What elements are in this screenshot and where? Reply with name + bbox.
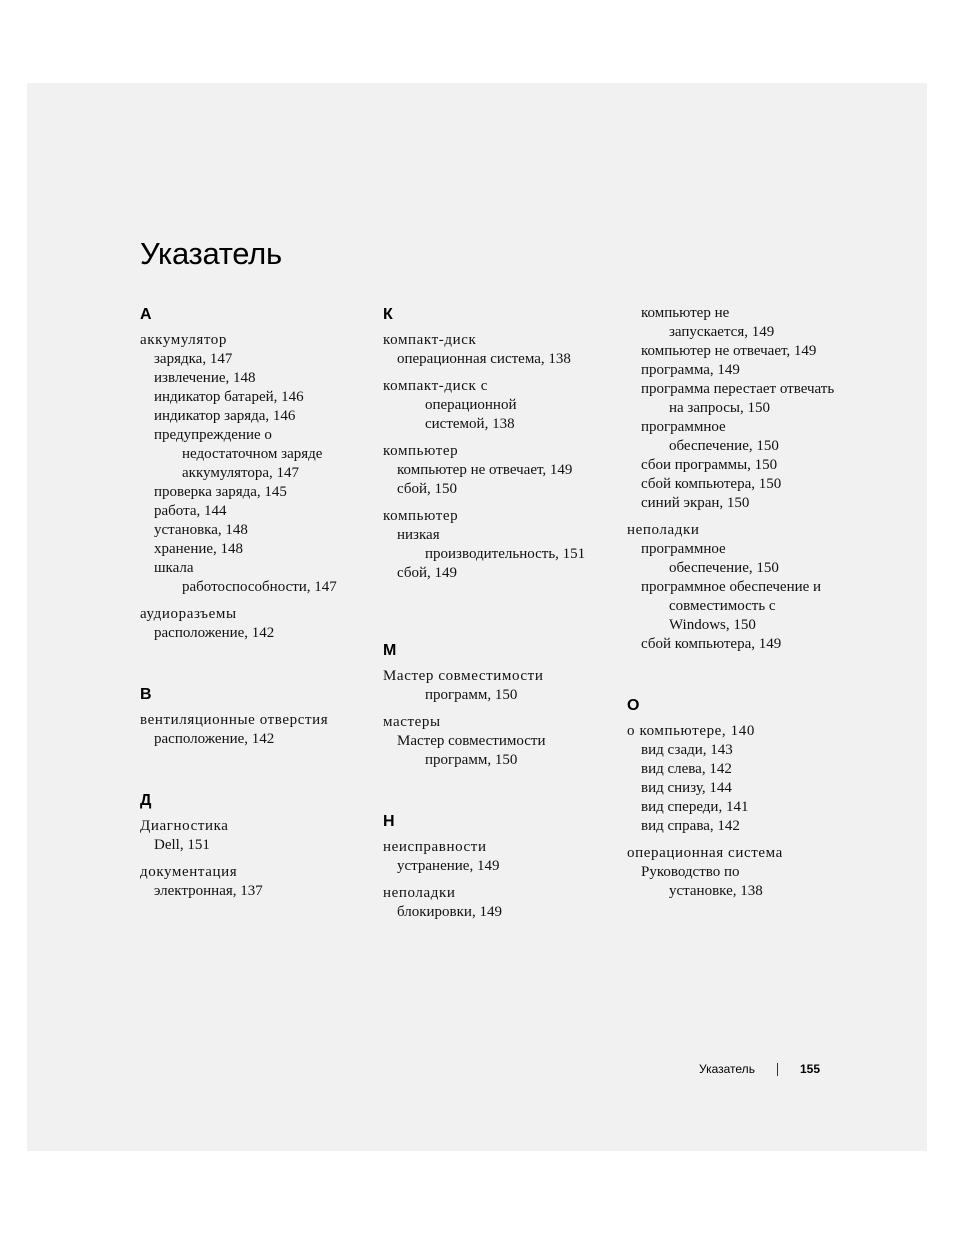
index-subterm: индикатор заряда, 146 [154,408,296,424]
index-term: документация [140,864,238,880]
index-entry [140,817,370,855]
index-entry [383,442,613,499]
index-subterm: обеспечение, 150 [669,438,779,454]
index-column-2 [383,305,613,930]
index-subterm: сбой, 150 [397,481,457,497]
index-entry [383,331,613,369]
index-subterm: программ, 150 [425,752,518,768]
index-subterm: расположение, 142 [154,625,275,641]
index-subterm: сбой компьютера, 150 [641,476,782,492]
index-entry [627,521,857,654]
index-entry [383,507,613,583]
index-subterm: Windows, 150 [669,617,756,633]
index-term: компакт-диск [383,332,477,348]
index-subterm: низкая [397,527,440,543]
index-subterm: индикатор батарей, 146 [154,389,304,405]
index-term: компакт-диск с [383,378,488,394]
index-term: о компьютере, 140 [627,723,755,739]
index-subterm: установка, 148 [154,522,248,538]
section-spacer [383,778,613,812]
index-entry [383,667,613,705]
index-subterm: извлечение, 148 [154,370,256,386]
index-subterm: вид справа, 142 [641,818,740,834]
index-subterm: работа, 144 [154,503,227,519]
index-letter-heading: А [140,306,152,323]
index-subterm: программное обеспечение и [641,579,822,595]
index-subterm: запускается, 149 [669,324,775,340]
footer-section-label: Указатель [699,1062,755,1076]
index-subterm: вид сзади, 143 [641,742,733,758]
index-subterm: операционной [425,397,517,413]
index-subterm: вид слева, 142 [641,761,732,777]
index-entry [140,711,370,749]
footer-separator [777,1063,778,1076]
index-subterm: сбои программы, 150 [641,457,778,473]
index-entry [383,884,613,922]
index-entry [140,331,370,597]
index-subterm: блокировки, 149 [397,904,502,920]
index-subterm: сбой компьютера, 149 [641,636,782,652]
index-entry [627,844,857,901]
section-spacer [627,662,857,696]
index-entry [383,713,613,770]
index-subterm: проверка заряда, 145 [154,484,287,500]
index-term: мастеры [383,714,441,730]
index-subterm: программное [641,541,726,557]
index-letter-heading: В [140,686,152,703]
index-subterm: хранение, 148 [154,541,244,557]
index-entry [627,722,857,836]
index-letter-heading: О [627,697,640,714]
index-term: неисправности [383,839,487,855]
index-subterm: вид спереди, 141 [641,799,749,815]
index-subterm: Руководство по [641,864,740,880]
index-subterm: компьютер не отвечает, 149 [397,462,573,478]
page-number: 155 [800,1062,821,1076]
index-subterm: обеспечение, 150 [669,560,779,576]
section-spacer [140,651,370,685]
index-term: компьютер [383,508,459,524]
index-letter-heading: Д [140,792,152,809]
index-subterm: работоспособности, 147 [182,579,337,595]
index-subterm: Мастер совместимости [397,733,546,749]
index-subterm: компьютер не [641,305,730,321]
index-subterm: программное [641,419,726,435]
index-subterm: на запросы, 150 [669,400,770,416]
index-term: Мастер совместимости [383,668,544,684]
index-letter-heading: М [383,642,397,659]
index-column-3 [627,304,857,909]
index-subterm: расположение, 142 [154,731,275,747]
index-entry [140,863,370,901]
index-subterm: программа, 149 [641,362,740,378]
index-term: операционная система [627,845,783,861]
page-title: Указатель [140,235,282,271]
index-subterm: зарядка, 147 [154,351,233,367]
index-subterm: шкала [154,560,194,576]
index-subterm: недостаточном заряде [182,446,323,462]
index-subterm: установке, 138 [669,883,763,899]
index-entry [140,605,370,643]
index-letter-heading: Н [383,813,395,830]
index-column-1 [140,305,370,909]
index-term: вентиляционные отверстия [140,712,329,728]
index-subterm: вид снизу, 144 [641,780,732,796]
index-subterm: сбой, 149 [397,565,457,581]
index-subterm: электронная, 137 [154,883,263,899]
index-subterm: операционная система, 138 [397,351,571,367]
index-subterm: Dell, 151 [154,837,210,853]
index-subterm: системой, 138 [425,416,515,432]
index-subterm: аккумулятора, 147 [182,465,300,481]
index-term: аудиоразъемы [140,606,237,622]
index-term: компьютер [383,443,459,459]
index-subterm: компьютер не отвечает, 149 [641,343,817,359]
index-term: Диагностика [140,818,229,834]
section-spacer [383,591,613,641]
index-entry [383,838,613,876]
index-subterm: программа перестает отвечать [641,381,835,397]
index-term: аккумулятор [140,332,227,348]
index-entry [627,304,857,513]
index-subterm: совместимость с [669,598,776,614]
index-subterm: синий экран, 150 [641,495,750,511]
index-letter-heading: К [383,306,393,323]
index-subterm: производительность, 151 [425,546,586,562]
index-term: неполадки [627,522,700,538]
index-term: неполадки [383,885,456,901]
index-subterm: программ, 150 [425,687,518,703]
index-subterm: предупреждение о [154,427,272,443]
section-spacer [140,757,370,791]
index-entry [383,377,613,434]
index-subterm: устранение, 149 [397,858,500,874]
